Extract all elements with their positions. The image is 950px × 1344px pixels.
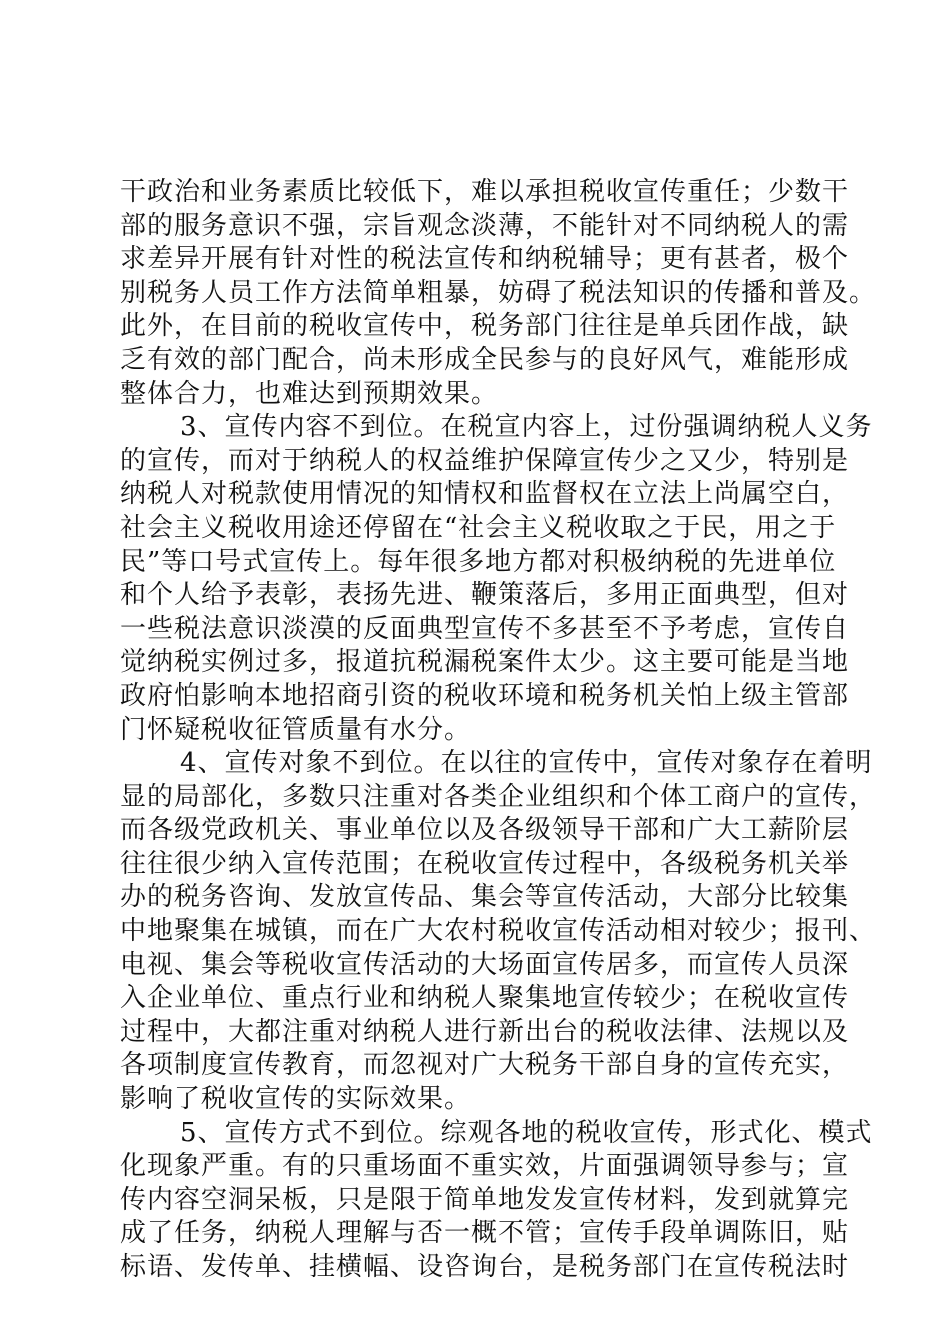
text-line: 电视、集会等税收宣传活动的大场面宣传居多，而宣传人员深: [120, 949, 850, 980]
text-line: 化现象严重。有的只重场面不重实效，片面强调领导参与；宣: [120, 1151, 850, 1182]
text-line: 政府怕影响本地招商引资的税收环境和税务机关怕上级主管部: [120, 680, 850, 711]
text-line: 办的税务咨询、发放宣传品、集会等宣传活动，大部分比较集: [120, 882, 850, 913]
text-line: 各项制度宣传教育，而忽视对广大税务干部自身的宣传充实，: [120, 1050, 850, 1081]
paragraph-first-line: 4、宣传对象不到位。在以往的宣传中，宣传对象存在着明: [180, 748, 873, 779]
text-line: 纳税人对税款使用情况的知情权和监督权在立法上尚属空白，: [120, 479, 850, 510]
text-line: 中地聚集在城镇，而在广大农村税收宣传活动相对较少；报刊、: [120, 916, 877, 947]
text-line: 乏有效的部门配合，尚未形成全民参与的良好风气，难能形成: [120, 344, 850, 375]
text-line: 部的服务意识不强，宗旨观念淡薄，不能针对不同纳税人的需: [120, 210, 850, 241]
text-line: 而各级党政机关、事业单位以及各级领导干部和广大工薪阶层: [120, 815, 850, 846]
text-line: 别税务人员工作方法简单粗暴，妨碍了税法知识的传播和普及。: [120, 277, 877, 308]
text-line: 求差异开展有针对性的税法宣传和纳税辅导；更有甚者，极个: [120, 244, 850, 275]
text-line: 整体合力，也难达到预期效果。: [120, 378, 499, 409]
text-line: 民”等口号式宣传上。每年很多地方都对积极纳税的先进单位: [120, 546, 837, 577]
document-body-text: [120, 176, 877, 1285]
text-line: 传内容空洞呆板，只是限于简单地发发宣传材料，发到就算完: [120, 1184, 850, 1215]
text-line: 门怀疑税收征管质量有水分。: [120, 714, 472, 745]
text-line: 一些税法意识淡漠的反面典型宣传不多甚至不予考虑，宣传自: [120, 613, 850, 644]
text-line: 此外，在目前的税收宣传中，税务部门往往是单兵团作战，缺: [120, 311, 850, 342]
text-line: 的宣传，而对于纳税人的权益维护保障宣传少之又少，特别是: [120, 445, 850, 476]
text-line: 入企业单位、重点行业和纳税人聚集地宣传较少；在税收宣传: [120, 983, 850, 1014]
text-line: 显的局部化，多数只注重对各类企业组织和个体工商户的宣传，: [120, 781, 877, 812]
text-line: 过程中，大都注重对纳税人进行新出台的税收法律、法规以及: [120, 1016, 850, 1047]
text-line: 和个人给予表彰，表扬先进、鞭策落后，多用正面典型，但对: [120, 580, 850, 611]
text-line: 社会主义税收用途还停留在“社会主义税收取之于民，用之于: [120, 512, 837, 543]
paragraph-first-line: 3、宣传内容不到位。在税宣内容上，过份强调纳税人义务: [180, 412, 873, 443]
text-line: 往往很少纳入宣传范围；在税收宣传过程中，各级税务机关举: [120, 848, 850, 879]
text-line: 觉纳税实例过多，报道抗税漏税案件太少。这主要可能是当地: [120, 647, 850, 678]
text-line: 标语、发传单、挂横幅、设咨询台，是税务部门在宣传税法时: [120, 1252, 850, 1282]
text-line: 影响了税收宣传的实际效果。: [120, 1084, 472, 1115]
text-line: 干政治和业务素质比较低下，难以承担税收宣传重任；少数干: [120, 177, 850, 207]
text-line: 成了任务，纳税人理解与否一概不管；宣传手段单调陈旧，贴: [120, 1218, 850, 1249]
paragraph-first-line: 5、宣传方式不到位。综观各地的税收宣传，形式化、模式: [180, 1117, 873, 1148]
